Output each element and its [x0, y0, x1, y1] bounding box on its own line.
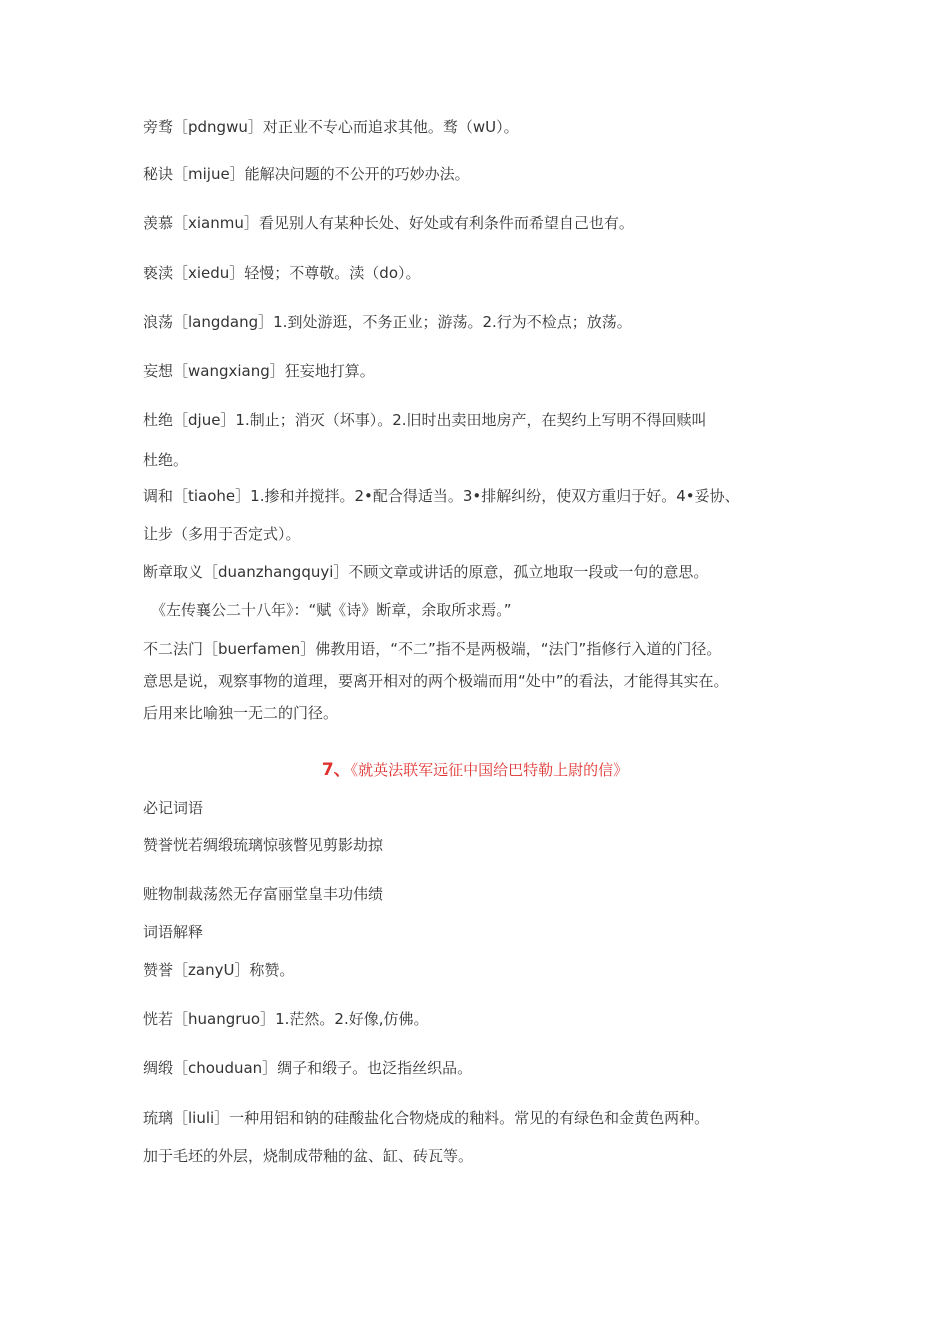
entry-duanzhangquyi: 断章取义［duanzhangquyi］不顾文章或讲话的原意，孤立地取一段或一句的意思。: [143, 563, 709, 581]
section-number: 7、: [321, 760, 351, 780]
must-remember-label: 必记词语: [143, 799, 204, 817]
entry-buerfamen-cont2: 后用来比喻独一无二的门径。: [143, 704, 339, 722]
entry-liuli: 琉璃［liuli］一种用铝和钠的硅酸盐化合物烧成的釉料。常见的有绿色和金黄色两种。: [143, 1109, 710, 1127]
entry-buerfamen: 不二法门［buerfamen］佛教用语，“不二”指不是两极端，“法门”指修行入道的门径。: [143, 640, 722, 658]
entry-huangruo: 恍若［huangruo］1.茫然。2.好像,仿佛。: [143, 1010, 429, 1028]
entry-liuli-cont: 加于毛坯的外层，烧制成带釉的盆、缸、砖瓦等。: [143, 1147, 474, 1165]
entry-tiaohe-cont: 让步（多用于否定式）。: [143, 525, 301, 543]
entry-wangxiang: 妄想［wangxiang］狂妄地打算。: [143, 362, 375, 380]
entry-dujue: 杜绝［djue］1.制止；消灭（坏事）。2.旧时出卖田地房产，在契约上写明不得回赎叫: [143, 411, 707, 429]
entry-dujue-cont: 杜绝。: [143, 451, 189, 469]
vocab-list-2: 赃物制裁荡然无存富丽堂皇丰功伟绩: [143, 885, 384, 903]
entry-pangwu: 旁骛［pdngwu］对正业不专心而追求其他。骛（wU）。: [143, 118, 519, 136]
entry-zanyu: 赞誉［zanyU］称赞。: [143, 961, 295, 979]
section-heading: [0, 760, 950, 780]
section-title: 《就英法联军远征中国给巴特勒上尉的信》: [350, 761, 629, 779]
entry-duanzhangquyi-quote: 《左传襄公二十八年》：“赋《诗》断章，余取所求焉。”: [151, 601, 512, 619]
entry-mijue: 秘诀［mijue］能解决问题的不公开的巧妙办法。: [143, 165, 470, 183]
entry-xiedu: 亵渎［xiedu］轻慢；不尊敬。渎（do）。: [143, 264, 421, 282]
entry-tiaohe: 调和［tiaohe］1.掺和并搅拌。2•配合得适当。3•排解纠纷，使双方重归于好。4•妥协、: [143, 487, 740, 505]
entry-xianmu: 羡慕［xianmu］看见别人有某种长处、好处或有利条件而希望自己也有。: [143, 214, 634, 232]
explanations-label: 词语解释: [143, 923, 204, 941]
entry-langdang: 浪荡［langdang］1.到处游逛，不务正业；游荡。2.行为不检点；放荡。: [143, 313, 632, 331]
vocab-list-1: 赞誉恍若绸缎琉璃惊骇瞥见剪影劫掠: [143, 836, 384, 854]
entry-buerfamen-cont1: 意思是说，观察事物的道理，要离开相对的两个极端而用“处中”的看法，才能得其实在。: [143, 672, 729, 690]
entry-chouduan: 绸缎［chouduan］绸子和缎子。也泛指丝织品。: [143, 1059, 473, 1077]
